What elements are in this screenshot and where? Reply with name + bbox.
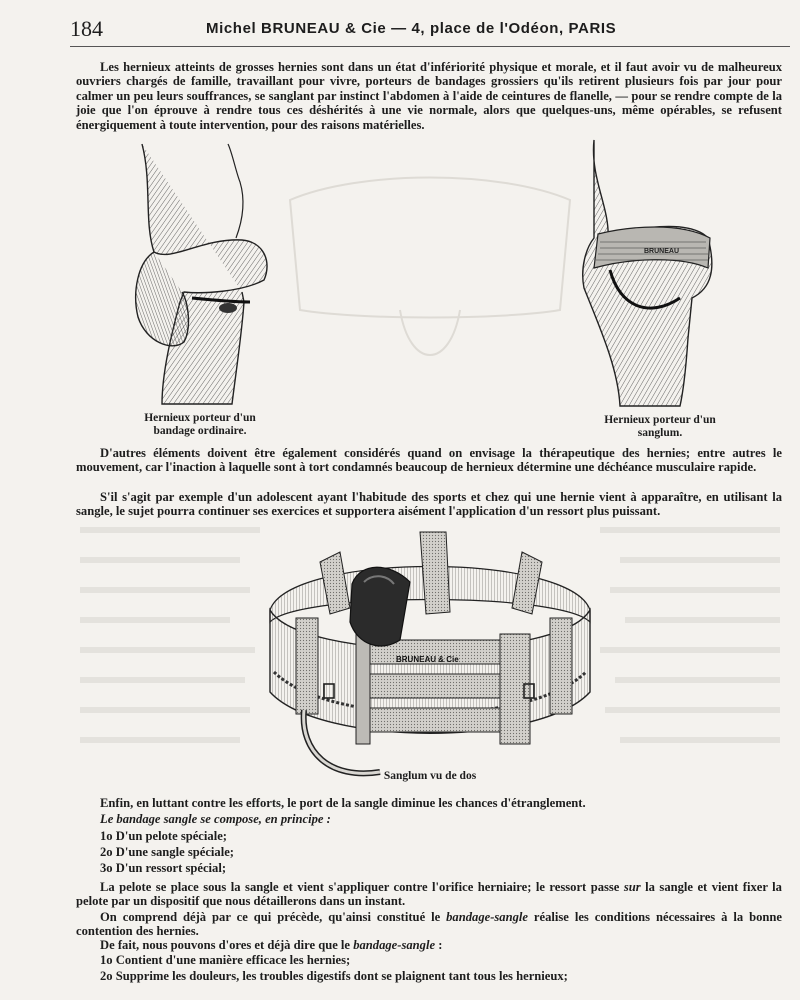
faint-background-image <box>280 160 580 400</box>
caption-right-line-2: sanglum. <box>637 427 683 439</box>
header-title: Michel BRUNEAU & Cie — 4, place de l'Odéon, PARIS <box>206 20 617 37</box>
intro-paragraph: Les hernieux atteints de grosses hernies sont dans un état d'infériorité physique et morale, et il faut avoir vu de malheureux ouvriers chargés de famille, travaillant pour vivre, porteurs de bandages grossiers qu'ils retirent plusieurs fois par jour pour calmer un peu leurs souffrances, se sanglant par instinct l'abdomen à l'aide de ceintures de flanelle, — pour se rendre compte de la joie que l'on éprouve à rendre tous ces déshérités à une vie normale, alors que quelques-uns, même opérables, se refusent énergiquement à toute intervention, pour des raisons matérielles. <box>76 60 782 132</box>
composition-list <box>100 828 234 876</box>
final-list <box>100 952 568 984</box>
paragraph-movement: D'autres éléments doivent être également considérés quand on envisage la thérapeutique des hernies; entre autres le mouvement, car l'inaction à laquelle sont à tort condamnés beaucoup de hernieux détermine une déchéance musculaire rapide. <box>76 446 782 475</box>
figure-ordinary-bandage <box>132 142 272 407</box>
caption-left-line-2: bandage ordinaire. <box>153 425 247 437</box>
contention-text-2: réalise les conditions nécessaires à la bonne contention des hernies. <box>76 910 783 939</box>
pelote-text-em: sur <box>623 880 641 894</box>
caption-right <box>590 414 730 440</box>
final-item-1: 1o Contient d'une manière efficace les hernies; <box>100 953 351 967</box>
paragraph-de-fait <box>76 938 782 952</box>
composition-item-1: 1o D'un pelote spéciale; <box>100 829 227 843</box>
paragraph-contention <box>76 910 782 939</box>
faint-truss-outline <box>280 160 580 400</box>
figure-sanglum-back-view <box>260 522 600 784</box>
caption-left-line-1: Hernieux porteur d'un <box>144 412 256 424</box>
defait-text-em: bandage-sangle <box>353 938 436 952</box>
figure-sanglum-wearer <box>580 138 720 408</box>
contention-text-1: On comprend déjà par ce qui précède, qu'ainsi constitué le <box>100 910 447 924</box>
final-item-2: 2o Supprime les douleurs, les troubles digestifs dont se plaignent tant tous les hernieux; <box>100 969 568 983</box>
defait-text-1: De fait, nous pouvons d'ores et déjà dire que le <box>100 938 354 952</box>
page-header <box>70 14 790 47</box>
caption-belt: Sanglum vu de dos <box>383 770 477 782</box>
paragraph-strangulation: Enfin, en luttant contre les efforts, le port de la sangle diminue les chances d'étranglement. <box>100 796 586 810</box>
sanglum-belt-illustration <box>260 522 600 784</box>
contention-text-em: bandage-sangle <box>446 910 528 924</box>
paragraph-adolescent: S'il s'agit par exemple d'un adolescent ayant l'habitude des sports et chez qui une hernie vient à apparaître, en utilisant la sangle, le sujet pourra continuer ses exercices et supportera aisément l'application d'un ressort plus puissant. <box>76 490 782 519</box>
sanglum-wearer-illustration <box>580 138 720 408</box>
ordinary-bandage-illustration <box>132 142 272 407</box>
belt-brand-plate: BRUNEAU & Cie <box>396 655 459 664</box>
caption-left <box>130 412 270 438</box>
paragraph-pelote <box>76 880 782 909</box>
pelote-text-2: la sangle et vient fixer la pelote par un dispositif que nous détaillerons dans un instant. <box>76 880 782 909</box>
composition-intro: Le bandage sangle se compose, en principe : <box>100 812 331 826</box>
page-number: 184 <box>70 16 103 41</box>
composition-item-2: 2o D'une sangle spéciale; <box>100 845 234 859</box>
belt-side-label: BRUNEAU <box>644 248 679 255</box>
composition-item-3: 3o D'un ressort spécial; <box>100 861 227 875</box>
pelote-text-1: La pelote se place sous la sangle et vient s'appliquer contre l'orifice herniaire; le ressort passe <box>100 880 624 894</box>
defait-text-2: : <box>435 938 443 952</box>
caption-right-line-1: Hernieux porteur d'un <box>604 414 716 426</box>
